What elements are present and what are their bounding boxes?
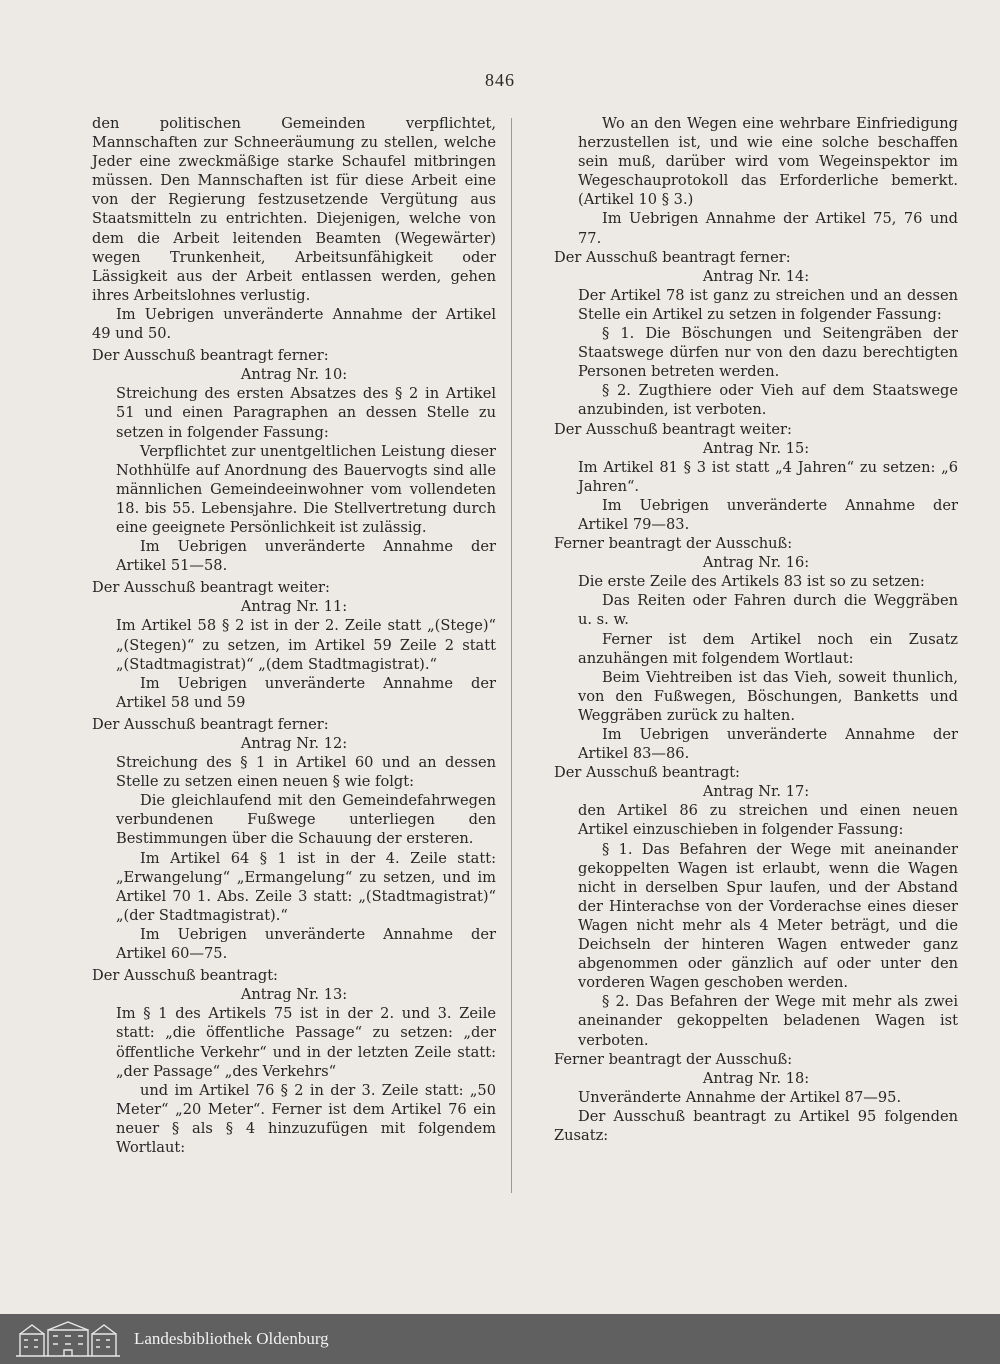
motion-heading: Antrag Nr. 11: (240, 598, 348, 616)
quoted-paragraph: § 2. Zugthiere oder Vieh auf dem Staatswege anzubinden, ist verboten. (578, 382, 958, 419)
paragraph: Unveränderte Annahme der Artikel 87—95. (578, 1088, 902, 1106)
footer-label: Landesbibliothek Oldenburg (134, 1329, 329, 1348)
paragraph: Im Artikel 58 § 2 ist in der 2. Zeile statt „(Stege)“ „(Stegen)“ zu setzen, im Artikel 59 Zeile 2 statt „(Stadtmagistrat)“ „(dem Stadtmagistrat).“ (116, 617, 496, 673)
paragraph: Im Uebrigen Annahme der Artikel 75, 76 und 77. (578, 210, 958, 247)
paragraph: Der Ausschuß beantragt: (92, 967, 278, 985)
paragraph: Im Artikel 81 § 3 ist statt „4 Jahren“ zu setzen: „6 Jahren“. (578, 458, 958, 495)
motion-heading: Antrag Nr. 14: (702, 267, 810, 285)
paragraph: Im Uebrigen unveränderte Annahme der Artikel 60—75. (116, 925, 496, 963)
paragraph: Der Artikel 78 ist ganz zu streichen und an dessen Stelle ein Artikel zu setzen in folgender Fassung: (578, 286, 958, 323)
footer-bar (0, 1314, 1000, 1364)
motion-heading: Antrag Nr. 17: (702, 783, 810, 801)
paragraph: Ferner ist dem Artikel noch ein Zusatz anzuhängen mit folgendem Wortlaut: (578, 630, 958, 667)
right-column (554, 114, 958, 1145)
paragraph: Im Uebrigen unveränderte Annahme der Artikel 79—83. (578, 496, 958, 533)
paragraph: Der Ausschuß beantragt weiter: (554, 420, 792, 438)
quoted-paragraph: Verpflichtet zur unentgeltlichen Leistung dieser Nothhülfe auf Anordnung des Bauervogts sind alle männlichen Gemeindeeinwohner vom vollendeten 18. bis 55. Lebensjahre. Die Stellvertretung durch eine geeignete Persönlichkeit ist zulässig. (116, 442, 496, 536)
paragraph: Der Ausschuß beantragt weiter: (92, 579, 330, 597)
paragraph: Der Ausschuß beantragt ferner: (92, 347, 329, 365)
page-number: 846 (485, 70, 515, 90)
paragraph: Der Ausschuß beantragt zu Artikel 95 folgenden Zusatz: (554, 1107, 958, 1144)
paragraph: Streichung des § 1 in Artikel 60 und an dessen Stelle zu setzen einen neuen § wie folgt: (116, 754, 496, 791)
paragraph: Im Uebrigen unveränderte Annahme der Artikel 83—86. (578, 726, 958, 763)
paragraph: Streichung des ersten Absatzes des § 2 in Artikel 51 und einen Paragraphen an dessen Stelle zu setzen in folgender Fassung: (116, 385, 496, 441)
quoted-paragraph: § 2. Das Befahren der Wege mit mehr als zwei aneinander gekoppelten beladenen Wagen ist verboten. (578, 993, 958, 1049)
library-building-icon (14, 1320, 122, 1358)
motion-heading: Antrag Nr. 15: (702, 439, 810, 457)
paragraph: den politischen Gemeinden verpflichtet, Mannschaften zur Schneeräumung zu stellen, welche Jeder eine zweckmäßige starke Schaufel mitbringen müssen. Den Mannschaften ist für diese Arbeit eine von der Regierung festzusetzende Vergütung aus Staatsmitteln zu entrichten. Diejenigen, welche von dem die Arbeit leitenden Beamten (Wegewärter) wegen Trunkenheit, Arbeitsunfähigkeit oder Lässigkeit aus der Arbeit entlassen werden, gehen ihres Arbeitslohnes verlustig. (92, 115, 496, 304)
paragraph: Der Ausschuß beantragt ferner: (554, 248, 791, 266)
paragraph: Die erste Zeile des Artikels 83 ist so zu setzen: (578, 573, 925, 591)
quoted-paragraph: Die gleichlaufend mit den Gemeindefahrwegen verbundenen Fußwege unterliegen den Bestimmungen über die Schauung der ersteren. (116, 792, 496, 848)
quoted-paragraph: Beim Viehtreiben ist das Vieh, soweit thunlich, von den Fußwegen, Böschungen, Banketts und Weggräben zurück zu halten. (578, 668, 958, 724)
motion-heading: Antrag Nr. 10: (240, 366, 348, 384)
paragraph: Im § 1 des Artikels 75 ist in der 2. und 3. Zeile statt: „die öffentliche Passage“ zu setzen: „der öffentliche Verkehr“ und in der letzten Zeile statt: „der Passage“ „des Verkehrs“ (116, 1005, 496, 1080)
left-column (92, 114, 496, 1157)
paragraph: Ferner beantragt der Ausschuß: (554, 1050, 793, 1068)
paragraph: und im Artikel 76 § 2 in der 3. Zeile statt: „50 Meter“ „20 Meter“. Ferner ist dem Artikel 76 ein neuer § als § 4 hinzuzufügen mit folgendem Wortlaut: (116, 1081, 496, 1156)
paragraph: Im Uebrigen unveränderte Annahme der Artikel 51—58. (116, 538, 496, 575)
quoted-paragraph: § 1. Das Befahren der Wege mit aneinander gekoppelten Wagen ist erlaubt, wenn die Wagen nicht in derselben Spur laufen, und der Abstand der Hinterachse von der Vorderachse eines dieser Wagen nicht mehr als 4 Meter beträgt, und die Deichseln der hinteren Wagen entweder ganz abgenommen oder gänzlich auf oder unter den vorderen Wagen geschoben werden. (578, 840, 958, 992)
paragraph: Ferner beantragt der Ausschuß: (554, 535, 793, 553)
motion-heading: Antrag Nr. 12: (240, 735, 348, 752)
paragraph: Der Ausschuß beantragt: (554, 764, 740, 782)
column-divider (511, 118, 512, 1193)
motion-heading: Antrag Nr. 13: (240, 986, 348, 1004)
motion-heading: Antrag Nr. 16: (702, 554, 810, 572)
paragraph: Der Ausschuß beantragt ferner: (92, 715, 329, 733)
paragraph: Im Uebrigen unveränderte Annahme der Artikel 49 und 50. (92, 305, 496, 343)
paragraph: Im Uebrigen unveränderte Annahme der Artikel 58 und 59 (116, 674, 496, 711)
paragraph: Im Artikel 64 § 1 ist in der 4. Zeile statt: „Erwangelung“ „Ermangelung“ zu setzen, und im Artikel 70 1. Abs. Zeile 3 statt: „(Stadtmagistrat)“ „(der Stadtmagistrat).“ (116, 849, 496, 924)
quoted-paragraph: Wo an den Wegen eine wehrbare Einfriedigung herzustellen ist, und wie eine solche beschaffen sein muß, darüber wird vom Wegeinspektor im Wegeschauprotokoll das Erforderliche bemerkt. (Artikel 10 § 3.) (578, 115, 958, 209)
motion-heading: Antrag Nr. 18: (702, 1069, 810, 1087)
quoted-paragraph: § 1. Die Böschungen und Seitengräben der Staatswege dürfen nur von den dazu berechtigten Personen betreten werden. (578, 325, 958, 381)
quoted-paragraph: Das Reiten oder Fahren durch die Weggräben u. s. w. (578, 592, 958, 629)
paragraph: den Artikel 86 zu streichen und einen neuen Artikel einzuschieben in folgender Fassung: (578, 802, 958, 839)
